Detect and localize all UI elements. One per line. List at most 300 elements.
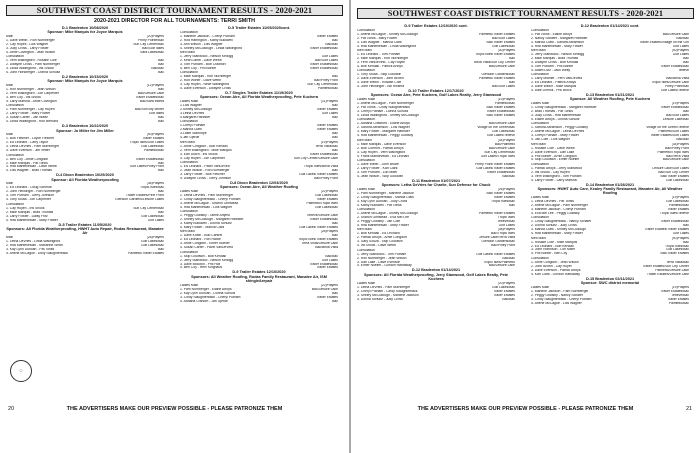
director-subtitle: 2020-2021 DIRECTOR FOR ALL TOURNAMENTS: TERRI SMITH [94, 18, 255, 24]
team-names: 2. Keith Lamb - Dave Webb [180, 58, 222, 62]
left-page [0, 0, 349, 453]
team-names: 4. Shirley McCullough - Linda Wallingford [180, 46, 243, 50]
team-names: 2. Brad Thomas - Pat Tonks [531, 110, 573, 114]
team-clubs: Golf Lakes/Bac [315, 193, 338, 197]
team-clubs: Trailer Estates/Bac [309, 152, 338, 156]
team-clubs: Bac/Leisure Lake [488, 64, 515, 68]
team-names: 2. John Brown - Cay Huyeh [531, 264, 573, 268]
team-names: 2. Ed Leonard - Ron Rafoth [180, 238, 222, 242]
team-names: 3. Ann Wilson - Lois Wagner [180, 42, 223, 46]
tournament-heading: D-7 Singles Trailer Estates 11/19/2020 [225, 91, 293, 96]
team-clubs: Bac [683, 60, 689, 64]
team-clubs: Village on the Green/Tebeve [646, 126, 689, 130]
team-names: 1. Ben Coy - Arnie Congdon [6, 157, 49, 161]
team-clubs: Tebeve/Bac [497, 219, 515, 223]
team-names: 4. Larry Fowler - Larry Marsha [531, 178, 577, 182]
team-names: 1. Ed Leonard - Pavel VanDeVeld [180, 164, 231, 168]
team-clubs: Bac/Bac [502, 256, 515, 260]
bracket-name: Men Main [357, 49, 372, 53]
player-count: (28)Players [320, 230, 338, 234]
team-names: 4. Phil Bonter - Ben Coy [531, 252, 568, 256]
sponsor-line: Sponsor: Jo Miller for Jim Miller [56, 128, 114, 133]
tournament-section [531, 24, 689, 93]
team-clubs: Bac/Sun City Center [658, 170, 689, 174]
team-names: 2. Pat Tonks - Cindy Slaughterback [357, 106, 410, 110]
team-names: 4. Rita Mantenesian - Mary Fowler [531, 44, 583, 48]
team-clubs: Golf Lakes/Bac [492, 44, 515, 48]
team-clubs: Terra Vista/Leisure Lake [301, 242, 338, 246]
team-clubs: Palmetto/Tropic Isles [306, 201, 338, 205]
team-clubs: Bac/Bac [502, 174, 515, 178]
team-clubs: Golf Lakes [321, 258, 338, 262]
team-clubs: Bac/Golf Lakes [492, 85, 515, 89]
team-clubs: Trailer Estates/Bac [660, 220, 689, 224]
team-names: 2. Dave Evenson - John Brown [357, 77, 404, 81]
team-clubs: Golf Lakes [672, 53, 689, 57]
team-clubs: Piney Point/Trailer Estates [475, 162, 515, 166]
team-clubs: Bac [158, 88, 164, 92]
team-names: 3. Shirley McCullough - Marlene Jackson [357, 293, 419, 297]
player-count: (19)Players [671, 196, 689, 200]
team-names: 1. Cindy Slaughterback - Nancy Schafer [531, 220, 592, 224]
team-clubs: Palmetto/Tropic Isles [657, 150, 689, 154]
result-row [180, 246, 338, 250]
team-clubs: Golf Lakes/Trailer Estates [299, 225, 338, 229]
team-clubs: Golf Lakes [672, 44, 689, 48]
team-clubs: Bac [332, 299, 338, 303]
team-names: 1. Mike Marquis - Dave Evenson [357, 142, 406, 146]
bracket-name: Ladies Main [357, 187, 376, 191]
team-clubs: Bac/Piney Point [665, 146, 689, 150]
team-names: 1. Jerry Stanwood - Nelson Kellogg [531, 53, 585, 57]
team-clubs: Bac [332, 136, 338, 140]
team-names: 4. Skip Goodwin - Elmer Noeller [531, 158, 580, 162]
team-names: 2. Cheryl Putnam - Cindy Slaughterback [357, 289, 418, 293]
team-clubs: Bac [332, 148, 338, 152]
team-clubs: Tropic Isles/Trailer Estates [475, 53, 515, 57]
team-names: 1. Rosalie Cole - Dave Webb [531, 146, 575, 150]
team-names: 3. Cheryl Putnam - Mary Fowler [531, 134, 579, 138]
sponsor-line: Sponsors: Letha DeVries for Charlie, Sun Defense for Chuck [381, 183, 491, 188]
team-names: 4. Elaine Artoys - Donna Schultz [531, 117, 580, 121]
team-clubs: Bac/Golf Lakes [666, 114, 689, 117]
team-names: 4. Arlene McCague - Dolly Slaughterback [6, 251, 69, 255]
team-clubs: Bac/Bac [676, 138, 689, 142]
team-names: 2. Rod Harrington - Kathy Buckwell [180, 38, 233, 42]
team-names: 2. Vern Wallingford - Joe Carpenter [6, 92, 60, 96]
result-row [6, 51, 164, 55]
bracket-name: Main [6, 182, 14, 186]
team-names: 4. Dave Evenson - Jim Vetter [6, 149, 50, 153]
team-clubs: Bac/Piney Point [314, 176, 338, 180]
team-names: 3.Letha DeVries [180, 112, 205, 116]
team-clubs: Sun City Center/Bac [133, 43, 164, 46]
page-number: 20 [7, 406, 15, 412]
team-clubs: Tebeve/Bac [671, 293, 689, 297]
team-clubs: Bac/Bac [502, 297, 515, 301]
team-names: 4. Jean Wilson - Skip Goodwin [357, 174, 404, 178]
tournament-section [531, 93, 689, 183]
results-column [531, 24, 689, 399]
team-names: 2. Iris Snook - Cay Huyeh [531, 170, 570, 174]
team-names: 1. Dave Webb - Ron Nurnberger [6, 39, 55, 43]
team-names: 1. Arlene McCague - Shirley McCullough [357, 32, 419, 36]
team-clubs: Bac/Leisure Lake [662, 158, 689, 162]
team-names: 3. Fern VanDeVeld - Cay Huyeh [357, 60, 406, 64]
team-names: 3. Kathy Buckwell - Donna Schultz [180, 221, 232, 225]
team-names: 2. Nancy Schafer - Margaret Harbster [531, 36, 588, 40]
bracket-name: Consolation [357, 208, 375, 212]
result-row [357, 155, 515, 159]
player-count: (19)Players [671, 102, 689, 106]
team-names: 2. Bob Comfort - Patrick Artoys [357, 146, 404, 150]
team-names: 3. Lois Wagner - Marcia Clark [357, 40, 402, 44]
team-clubs: Golf Lakes/Piney Point [129, 165, 164, 169]
team-clubs: Bac/Trailer Estates [486, 191, 515, 195]
bracket-name: Main [6, 84, 14, 88]
team-clubs: Pinny Pointe/Bac [138, 39, 164, 43]
team-clubs: Palmetto/Trailer Estates [478, 212, 515, 216]
team-names: 2. Vern Wallingford - Mike Marquis [180, 148, 232, 152]
team-clubs: Bac [332, 168, 338, 172]
team-clubs: Palmetto/Bac [668, 204, 689, 207]
team-clubs: Golf Lakes/Tebeve [660, 89, 689, 93]
team-clubs: Tropic Isles/Bac [140, 186, 164, 190]
team-clubs: Golf Lakes/Bac [666, 200, 689, 204]
team-names: 3. Judy Cross - Rita Mantenesian [531, 114, 582, 117]
result-row [357, 244, 515, 248]
team-clubs: Tropic Isles [497, 216, 515, 220]
bracket-name: Consolation [357, 248, 375, 252]
team-names: 3. Dave Evenson - Patrick Artoys [531, 268, 581, 272]
bracket-name: Men Main [357, 228, 372, 232]
player-count: (40)Players [671, 49, 689, 53]
team-names: 1. Letha DeVries - Pam Nurnberger [180, 193, 234, 197]
team-names: 3. Cay Huyeh - Newt Wallingford [180, 83, 230, 87]
team-clubs: Bac [158, 71, 164, 75]
player-count: (19)Players [497, 98, 515, 102]
player-count: (20)Players [497, 281, 515, 285]
team-clubs: Bac/Trailer Estates [660, 174, 689, 178]
team-names: 3. Linda Wallingford - Iris Snook [6, 67, 54, 71]
team-clubs: Golf Lakes/Bac [666, 248, 689, 252]
footer-text: THE ADVERTISERS MAKE OUR PREVIEW POSSIBLE - PLEASE PATRONIZE THEM [417, 406, 634, 412]
team-clubs: Golf Lakes/Bac [492, 130, 515, 134]
team-clubs: Bac [158, 247, 164, 251]
team-clubs: Trailer Estates/Bac [309, 66, 338, 70]
tournament-heading: D-13 Bradenton 01/21/2021 [585, 93, 635, 98]
team-names: 1. Vern Wallingford - Rosalie Cole [6, 59, 57, 63]
team-names: 3. Cay Huyeh - Vern Wallingford [357, 150, 406, 154]
team-names: 3. Judy Cross - Larry Fowler [6, 46, 49, 50]
team-names: 1. Jerry Stanwood - Tom Putnam [357, 252, 407, 256]
team-names: 3. Letha DeVries - Pam Nurnberger [6, 145, 60, 149]
bracket-name: Consolation [531, 28, 549, 32]
team-clubs: Bac [158, 120, 164, 124]
page-title: SOUTHWEST COAST DISTRICT TOURNAMENT RESULTS - 2020-2021 [6, 5, 343, 16]
team-names: 4. Rita Mantenesian - Mary Fowler [531, 232, 583, 236]
team-names: 1. Jerry Stanwood - Nelson Kellogg [180, 55, 234, 59]
result-row [531, 212, 689, 216]
team-clubs: Palmetto/Trailer Estates [478, 77, 515, 81]
club-logo-icon: ◯ [10, 360, 32, 382]
team-clubs: Tropic Isles/Bac [491, 199, 515, 203]
bracket-name: Men Main [357, 138, 372, 142]
team-names: 2. John Heckinger - Ron Nurnberger [6, 190, 61, 194]
team-names: 4. Karl Clark - Gordon Hathaway [531, 272, 580, 276]
team-clubs: Bac [509, 56, 515, 60]
team-clubs: Golf lakes [148, 112, 164, 116]
team-clubs: Golf Lakes/Bac [141, 243, 164, 247]
team-names: 1. Tony Skuta - Skip Goodwin [357, 73, 402, 77]
team-clubs: Bac/Golf Lakes [315, 58, 338, 62]
team-names: 1. Arnie Congdon - Jean Wilson [531, 260, 579, 264]
team-clubs: Bac/Palmetto [494, 142, 515, 146]
team-names: 4. Larry Marsha - Arnie Covington [6, 100, 57, 104]
tournament-heading: D-11 Bradenton 01/07/2021 [411, 178, 461, 183]
result-row [357, 204, 515, 208]
team-names: 2. Dwayne Cross - Pam Nurnberger [6, 63, 60, 67]
team-clubs: Trailer Estates [316, 128, 338, 132]
team-names: 2. Arlene McCague - Letha DeVries [531, 130, 585, 134]
team-names: 1. Larry Mueller - Fern VanDeVeld [531, 77, 583, 81]
team-names: 2. Arlene McCague - Pam Nurnberger [531, 204, 588, 207]
team-clubs: Trailer Estates/Bac [660, 106, 689, 110]
team-names: 2. Larry Fowler - Mary Fowler [6, 112, 51, 116]
team-names: 2.Marcia Clark [180, 128, 202, 132]
team-names: 2. Mike Marquis - Brad Thomas [6, 210, 54, 214]
team-clubs: Trailer Estates [316, 124, 338, 128]
team-names: 1. Ed Leonard - Doug Schmidt [6, 186, 52, 190]
player-count: (40)Players [671, 236, 689, 240]
team-names: 4. Donna Schultz - Judy Cross [357, 297, 403, 301]
player-count: (19)Players [671, 285, 689, 289]
sponsor-line: Sponsor: Mike Marquis for Joyce Marquis [47, 79, 123, 84]
tournament-heading: D-15 Bradenton 02/11/2021 [585, 276, 635, 281]
team-names: 4. Cay Huyeh - Joe Carpenter [180, 156, 226, 160]
result-row [531, 45, 689, 49]
team-names: 4.Margaret Harbster [180, 116, 211, 119]
sponsor-line: Sponsor: All Weather Roofing, Pete Kuchera [569, 97, 651, 102]
team-clubs: Bac [332, 75, 338, 79]
tournament-section [357, 268, 515, 301]
bracket-name: Consolation [531, 256, 549, 260]
team-clubs: Trailer Estates [493, 293, 515, 297]
team-names: 1. Arnie Congdon - Bob Kendall [180, 144, 228, 148]
team-names: 2. Shirley McCullough - Margaret Harbster [180, 218, 244, 222]
team-clubs: Bac/Trailer Estates [660, 252, 689, 256]
tournament-section [6, 26, 164, 75]
team-names: 3. Marcia Clark - Sandra Abramson [531, 40, 584, 44]
bracket-name: Ladies Main [531, 285, 550, 289]
team-names: 1. Arlene McCague - Pam Nurnberger [357, 102, 414, 106]
team-names: 4. Mary Fowler - Marcia Clark [180, 225, 225, 229]
team-names: 4. Eva Mei Lee - Peggy Goldsby [531, 211, 580, 215]
team-names: 2. Mike Marquis - Pat Tonks [6, 161, 48, 165]
player-count: (30)Players [497, 49, 515, 53]
player-count: (11)Players [320, 100, 338, 104]
team-names: 1. Pam Nurnberger - Elaine Artoys [180, 287, 232, 291]
result-row [531, 158, 689, 162]
tournament-section [6, 223, 164, 256]
team-names: 4. Lois Wagner - Brad Thomas [6, 169, 52, 173]
bracket-name: Consolation [6, 153, 24, 157]
team-clubs: Bac [509, 203, 515, 207]
team-clubs: Leisure Lake/Golf Lakes [652, 166, 689, 170]
team-clubs: Trailer Estates/Bac [309, 46, 338, 50]
result-row [531, 302, 689, 306]
team-clubs: Bac/Bella Vista [315, 246, 338, 250]
team-clubs: Bac [158, 116, 164, 120]
team-clubs: Bac [332, 221, 338, 225]
team-clubs: Golf Lakes [498, 223, 515, 227]
team-clubs: Golf Lakes/Bac [141, 214, 164, 218]
bracket-name: Consolation [180, 120, 198, 124]
team-clubs: Bac/Trailer Estates [486, 114, 515, 117]
team-clubs: Glendon Gardens/Bac [481, 240, 515, 244]
team-names: 2. Jerry Stanwood - Nelson Kellogg [180, 258, 234, 262]
player-count: (36)Players [146, 182, 164, 186]
result-row [357, 45, 515, 49]
team-clubs: Golf Lakes [672, 232, 689, 236]
team-clubs: Golf Lakes/Bac [141, 145, 164, 149]
team-clubs: Bac/Leisure Lake [488, 122, 515, 126]
team-clubs: Trailer Estates/Leisure Lake [646, 272, 689, 276]
team-clubs: Palmetto/Bac [317, 87, 338, 91]
sponsor-line: Sponsor: All Florida Weatherproofing [51, 177, 119, 182]
team-names: 4. Rita Mantenesian - Lois Wagner [180, 205, 233, 209]
team-names: 3. Earl Dutch - Iris Snook [180, 152, 218, 156]
team-clubs: Bac/Piney Point [314, 79, 338, 83]
team-clubs: Trailer Estates/Bac [486, 110, 515, 114]
team-clubs: Golf Lakes/Trailer Estates [299, 172, 338, 176]
team-clubs: Palmetto/Trailer Estates [127, 251, 164, 255]
bracket-name: Ladies Main [180, 189, 199, 193]
team-names: 4. Ben Coy - Herv Kinghaus [180, 266, 223, 270]
team-names: 4. Rita Mantenesian - Mary Fowler [6, 218, 58, 222]
team-clubs: Bac [683, 56, 689, 60]
bracket-name: Consolation [531, 73, 549, 77]
team-clubs: Bac [158, 59, 164, 63]
team-clubs: Trailer Estates/Golf Lakes [650, 134, 689, 138]
team-names: 2.Shirley McCullough [180, 108, 213, 112]
team-names: 2. Dave Evenson - Dan Lake [531, 150, 575, 154]
team-clubs: Tebeve [678, 68, 689, 72]
result-row [531, 69, 689, 73]
bracket-name: Consolation [180, 250, 198, 254]
result-row [180, 226, 338, 230]
team-clubs: Tropic Isles/Trailer Estates [298, 238, 338, 242]
team-names: 3. Peggy Goldsby - Jan Cole [357, 219, 401, 223]
team-clubs: Sun City Center/Bac [307, 83, 338, 87]
team-clubs: Bac/Bac [676, 36, 689, 40]
team-clubs: Bac/Trailer Estates [486, 40, 515, 44]
team-names: 1.Lois Wagner [180, 104, 202, 108]
team-names: 4. Rita Mantenesian - Peggy Goldsby [357, 134, 414, 138]
team-clubs: Golf Lakes/Trailer Estates [476, 166, 515, 170]
tournament-section [531, 183, 689, 277]
team-names: 1. Pam Nurnberger - Marlene Jackson [357, 191, 415, 195]
bracket-name: Men Main [180, 51, 195, 55]
team-clubs: Terra Vista/Bac [666, 260, 689, 264]
tournament-section [357, 24, 515, 89]
player-count: (34)Players [671, 142, 689, 146]
team-names: 4. Tom Putnam - Phil Bonter [531, 64, 574, 68]
bracket-name: Ladies Main [180, 100, 199, 104]
team-names: 3. Dave Welch - Mike Marquis [531, 85, 577, 89]
team-names: 3. Phil Bonter - Arnie Congdon [531, 154, 577, 158]
sponsor-line: Sponsor: SWC district memorial [580, 280, 640, 285]
tournament-section [357, 179, 515, 269]
tournament-heading: D-5 Trailer Estates 11/05/2020cont. [227, 26, 291, 30]
team-names: 4. Bob Kendall - Patrick Artoys [357, 64, 403, 68]
team-names: 3. Ben Coy - Iris Snook [6, 96, 41, 100]
team-names: 1. Dave Kubin - Bob Cantrel [180, 234, 223, 238]
team-clubs: Golf Lakes [321, 112, 338, 116]
page-number: 21 [685, 406, 693, 412]
team-names: 1. Peggy Goldsby - Tamie Artymo [180, 214, 231, 218]
team-names: 1. Pam Nurnberger - Cay Huyeh [6, 108, 55, 112]
team-clubs: Sara Lakes/Bac [140, 50, 164, 54]
bracket-name: Consolation [357, 69, 375, 73]
team-names: 1. Letha DeVries - Pat Tonks [531, 200, 574, 204]
tournament-section [6, 124, 164, 173]
team-clubs: Bac/Tropic Isles [491, 232, 515, 236]
tournament-section [180, 91, 338, 181]
team-clubs: Tropic Isles/Golf Lakes [129, 141, 164, 145]
sponsor-line: Sponsors: Ocean Aire, All Weather Roofing [220, 185, 298, 190]
team-names: 4. Elmer Noeller - Gordon Hathaway [357, 264, 412, 268]
team-names: 4. Jan Cole - Lois Wagner [531, 138, 571, 142]
team-names: 4. Adriana Crahom - Jan Gjerde [180, 299, 228, 303]
team-names: 1. Cindy Slaughterback - Margaret Harbster [531, 106, 597, 110]
team-clubs: Trailer Estates/Bac [309, 262, 338, 266]
team-clubs: Golf Lakes/Tropic Isles [480, 154, 515, 158]
team-names: 3. Cindy Slaughterback - Cheryl Putnam [531, 297, 592, 301]
team-names: 1. Skip Goodwin - Bob Kendall [180, 254, 226, 258]
bracket-name: Men Main [531, 236, 546, 240]
bracket-name: Men Main [531, 142, 546, 146]
team-names: 3. Tom Putnam - Bob Crawford [180, 62, 227, 66]
result-row [6, 198, 164, 202]
team-names: 1. Arlene McCague - Shirley McCullough [357, 212, 419, 216]
team-clubs: Golf Lakes/Bac [492, 285, 515, 289]
team-clubs: Tropic Isles/Tebeve [659, 211, 689, 215]
team-clubs: Tebeve/Leisure Lake [306, 214, 338, 218]
team-names: 4. Tony Skuta - Joe Carpenter [6, 198, 51, 202]
team-names: 3. Arnie Congdon - Elmer Noeller [180, 242, 230, 246]
team-names: 1. Dave Webb - John Brown [357, 162, 400, 166]
team-clubs: Bac [683, 110, 689, 114]
team-names: 4. Dale Dimroll - Phil Brock [531, 89, 572, 93]
result-row [180, 300, 338, 304]
team-clubs: Bac [158, 169, 164, 173]
team-clubs: Golf Lakes [321, 55, 338, 59]
page-title: SOUTHWEST COAST DISTRICT TOURNAMENT RESULTS - 2020-2021 [357, 8, 694, 19]
team-clubs: Bac [332, 104, 338, 108]
team-clubs: Bac [332, 116, 338, 119]
team-clubs: Palmetto/Bac [143, 149, 164, 153]
team-names: 2. Donna Schultz - Judy Cross [531, 224, 577, 228]
player-count: (34)Players [497, 138, 515, 142]
team-clubs: Glendon Gardens/Leisure Lakes [115, 198, 164, 202]
bracket-name: Consolation [6, 202, 24, 206]
team-names: 2. Mike Marquis - Brad Thomas [531, 56, 579, 60]
tournament-heading: D-2 Bradenton 10/15/2020 [61, 75, 109, 80]
team-clubs: Trailer Estates [493, 195, 515, 199]
team-clubs: Leisure Lake/Terra Vista [478, 236, 515, 240]
team-clubs: Trailer Estates [316, 34, 338, 38]
